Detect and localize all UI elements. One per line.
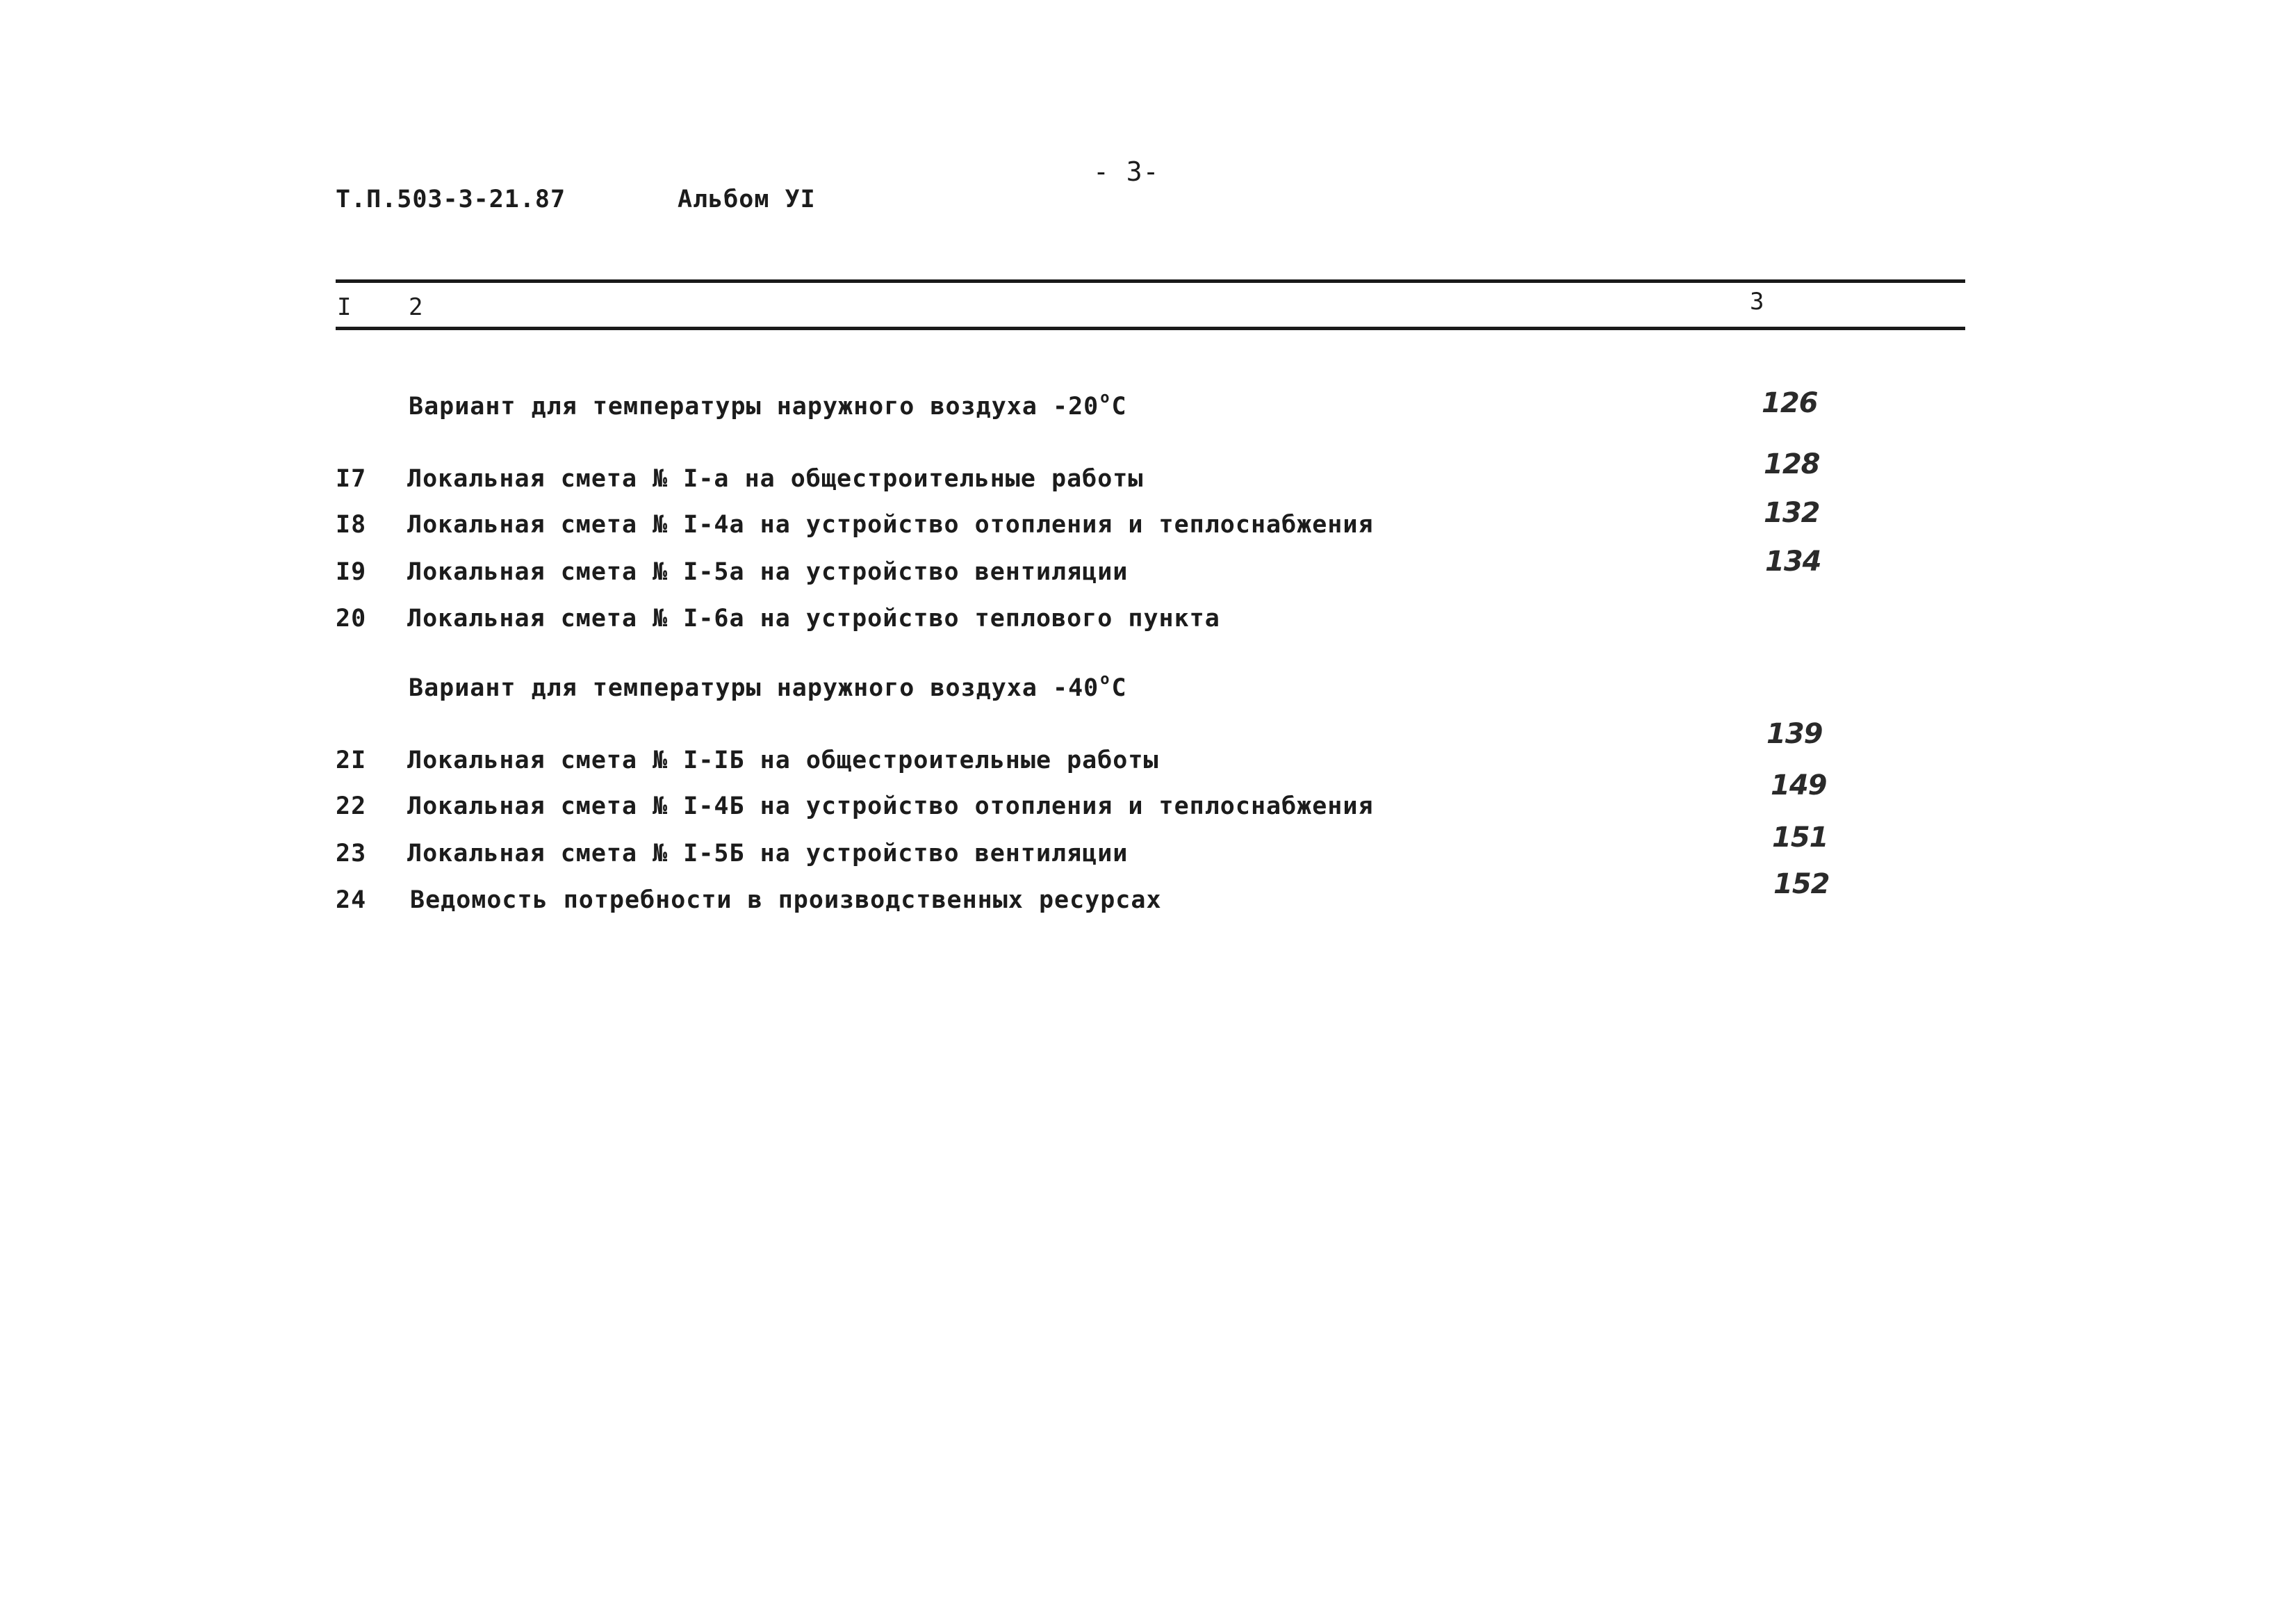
column-1-header: I bbox=[337, 293, 352, 321]
row-title: Локальная смета № I-5а на устройство вентиляции bbox=[407, 558, 1129, 586]
row-number: 22 bbox=[336, 792, 367, 820]
row-title: Локальная смета № I-6а на устройство теплового пункта bbox=[407, 605, 1220, 633]
section-heading-text: Вариант для температуры наружного воздуха -40 bbox=[409, 674, 1099, 702]
row-number: I8 bbox=[336, 511, 367, 539]
degree-superscript: о bbox=[1100, 389, 1110, 407]
table-header-bottom-rule bbox=[336, 327, 1965, 330]
table-top-rule bbox=[336, 279, 1965, 283]
section-heading-unit: С bbox=[1111, 674, 1127, 702]
row-title: Локальная смета № I-IБ на общестроительные работы bbox=[407, 747, 1159, 774]
page-ref-handwritten: 152 bbox=[1773, 868, 1830, 900]
section-heading-unit: С bbox=[1111, 393, 1127, 421]
row-title: Ведомость потребности в производственных ресурсах bbox=[410, 886, 1162, 914]
degree-superscript: о bbox=[1100, 671, 1110, 688]
page-ref-handwritten: 126 bbox=[1762, 387, 1818, 419]
section-heading-minus-40 bbox=[409, 671, 1127, 702]
row-number: 24 bbox=[336, 886, 367, 914]
page-ref-handwritten: 149 bbox=[1771, 769, 1827, 801]
row-title: Локальная смета № I-5Б на устройство вентиляции bbox=[407, 840, 1129, 867]
row-number: 20 bbox=[336, 605, 367, 633]
page-ref-handwritten: 139 bbox=[1766, 718, 1823, 750]
page-ref-handwritten: 151 bbox=[1772, 822, 1828, 854]
section-heading-text: Вариант для температуры наружного воздуха -20 bbox=[409, 393, 1099, 421]
row-title: Локальная смета № I-4а на устройство отопления и теплоснабжения bbox=[407, 511, 1374, 539]
album-label: Альбом УI bbox=[678, 186, 816, 213]
row-number: I7 bbox=[336, 465, 367, 493]
page-ref-handwritten: 128 bbox=[1764, 448, 1820, 480]
section-heading-minus-20 bbox=[409, 389, 1127, 421]
page-number: - 3- bbox=[1093, 156, 1160, 187]
row-title: Локальная смета № I-а на общестроительные работы bbox=[407, 465, 1144, 493]
row-number: 23 bbox=[336, 840, 367, 867]
row-number: I9 bbox=[336, 558, 367, 586]
row-title: Локальная смета № I-4Б на устройство отопления и теплоснабжения bbox=[407, 792, 1374, 820]
column-2-header: 2 bbox=[409, 293, 424, 321]
page-ref-handwritten: 134 bbox=[1765, 546, 1821, 578]
column-3-header: 3 bbox=[1750, 288, 1765, 316]
row-number: 2I bbox=[336, 747, 367, 774]
page-ref-handwritten: 132 bbox=[1764, 497, 1820, 529]
doc-code: Т.П.503-3-21.87 bbox=[336, 186, 566, 213]
